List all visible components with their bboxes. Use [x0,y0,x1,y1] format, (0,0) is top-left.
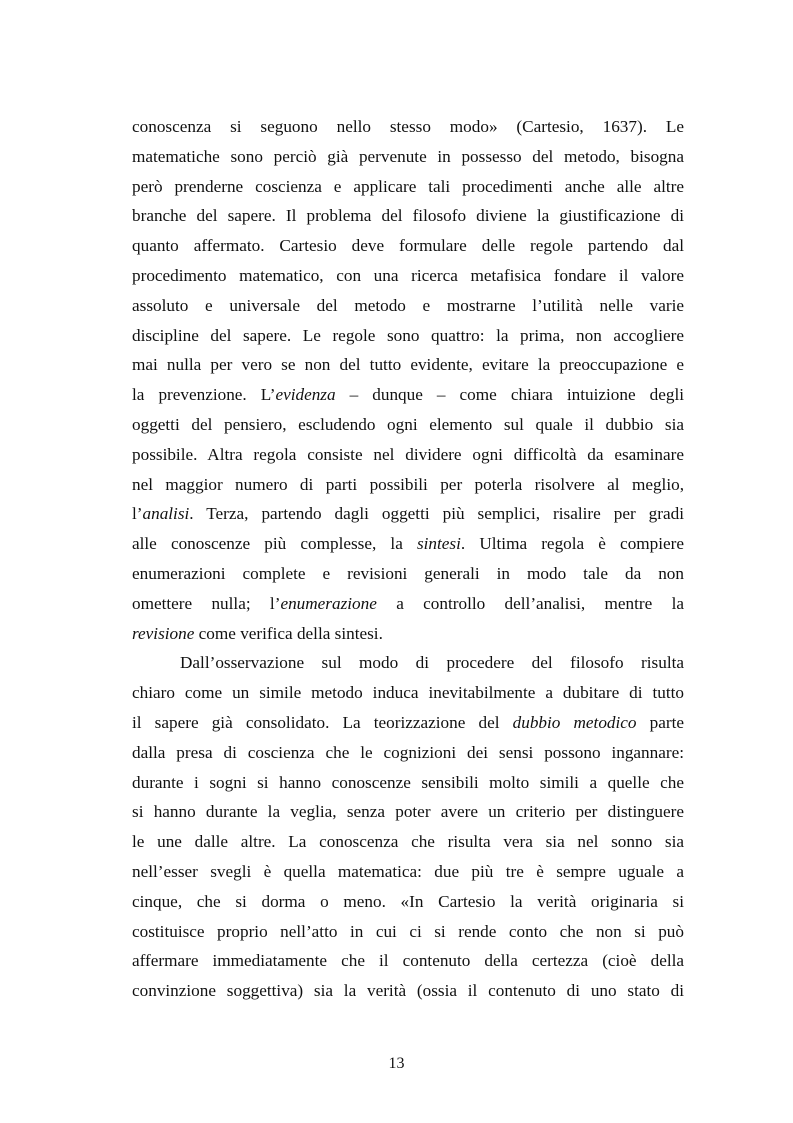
text-line [132,887,684,917]
text-line [132,350,684,380]
italic-term: enumerazione [280,593,377,613]
text-run: dalla presa di coscienza che le cognizioni dei sensi possono ingannare: [132,742,684,762]
text-run: matematiche sono perciò già pervenute in possesso del metodo, bisogna [132,146,684,166]
text-line [132,619,684,649]
text-run: durante i sogni si hanno conoscenze sensibili molto simili a quelle che [132,772,684,792]
text-run: enumerazioni complete e revisioni generali in modo tale da non [132,563,684,583]
text-run: il sapere già consolidato. La teorizzazione del [132,712,513,732]
page-number: 13 [388,1055,405,1072]
text-run: omettere nulla; l’ [132,593,281,613]
text-line [132,231,684,261]
text-run: la prevenzione. L’ [132,385,276,405]
text-line [132,499,684,529]
text-run: come verifica della sintesi. [194,623,383,643]
text-run: però prenderne coscienza e applicare tali procedimenti anche alle altre [132,176,684,196]
text-line [132,470,684,500]
italic-term: analisi [142,504,190,524]
text-line [132,738,684,768]
text-run: procedimento matematico, con una ricerca metafisica fondare il valore [132,265,684,285]
text-run: – dunque – come chiara intuizione degli [335,385,684,405]
text-run: a controllo dell’analisi, mentre la [376,593,684,613]
text-run: parte [636,712,684,732]
text-line [132,440,684,470]
text-run: . Terza, partendo dagli oggetti più semplici, risalire per gradi [189,504,684,524]
text-line [132,827,684,857]
text-run: si hanno durante la veglia, senza poter avere un criterio per distinguere [132,802,684,822]
text-line [132,172,684,202]
text-run: costituisce proprio nell’atto in cui ci si rende conto che non si può [132,921,684,941]
text-line [132,380,684,410]
text-line [132,797,684,827]
text-run: chiaro come un simile metodo induca inevitabilmente a dubitare di tutto [132,683,684,703]
text-line [132,946,684,976]
text-run: affermare immediatamente che il contenuto della certezza (cioè della [132,951,684,971]
text-line [132,708,684,738]
text-run: convinzione soggettiva) sia la verità (ossia il contenuto di uno stato di [132,981,684,1001]
italic-term: dubbio metodico [512,712,637,732]
text-line [132,410,684,440]
italic-term: sintesi [416,534,461,554]
italic-term: evidenza [275,385,336,405]
text-run: le une dalle altre. La conoscenza che risulta vera sia nel sonno sia [132,832,684,852]
text-run: nell’esser svegli è quella matematica: due più tre è sempre uguale a [132,861,684,881]
text-run: branche del sapere. Il problema del filosofo diviene la giustificazione di [132,206,684,226]
text-line [132,112,684,142]
text-line [132,201,684,231]
text-line [132,917,684,947]
text-run: mai nulla per vero se non del tutto evidente, evitare la preoccupazione e [132,355,684,375]
text-run: nel maggior numero di parti possibili per poterla risolvere al meglio, [132,474,684,494]
text-line [132,976,684,1006]
text-line [132,559,684,589]
text-line [132,589,684,619]
text-line [132,678,684,708]
text-line [132,291,684,321]
italic-term: revisione [132,623,195,643]
text-line [132,321,684,351]
text-run: discipline del sapere. Le regole sono quattro: la prima, non accogliere [132,325,684,345]
text-run: Dall’osservazione sul modo di procedere del filosofo risulta [180,653,684,673]
text-run: oggetti del pensiero, escludendo ogni elemento sul quale il dubbio sia [132,414,684,434]
text-run: possibile. Altra regola consiste nel dividere ogni difficoltà da esaminare [132,444,684,464]
text-run: conoscenza si seguono nello stesso modo» (Cartesio, 1637). Le [132,117,684,136]
body-text [132,112,684,1006]
text-line [132,857,684,887]
text-line [132,648,684,678]
text-run: assoluto e universale del metodo e mostrarne l’utilità nelle varie [132,295,684,315]
text-line [132,768,684,798]
text-line [132,529,684,559]
text-run: l’ [132,504,143,524]
text-run: alle conoscenze più complesse, la [132,534,417,554]
text-line [132,142,684,172]
text-run: cinque, che si dorma o meno. «In Cartesio la verità originaria si [132,891,684,911]
text-run: quanto affermato. Cartesio deve formulare delle regole partendo dal [132,236,684,256]
text-run: . Ultima regola è compiere [460,534,684,554]
text-line [132,261,684,291]
